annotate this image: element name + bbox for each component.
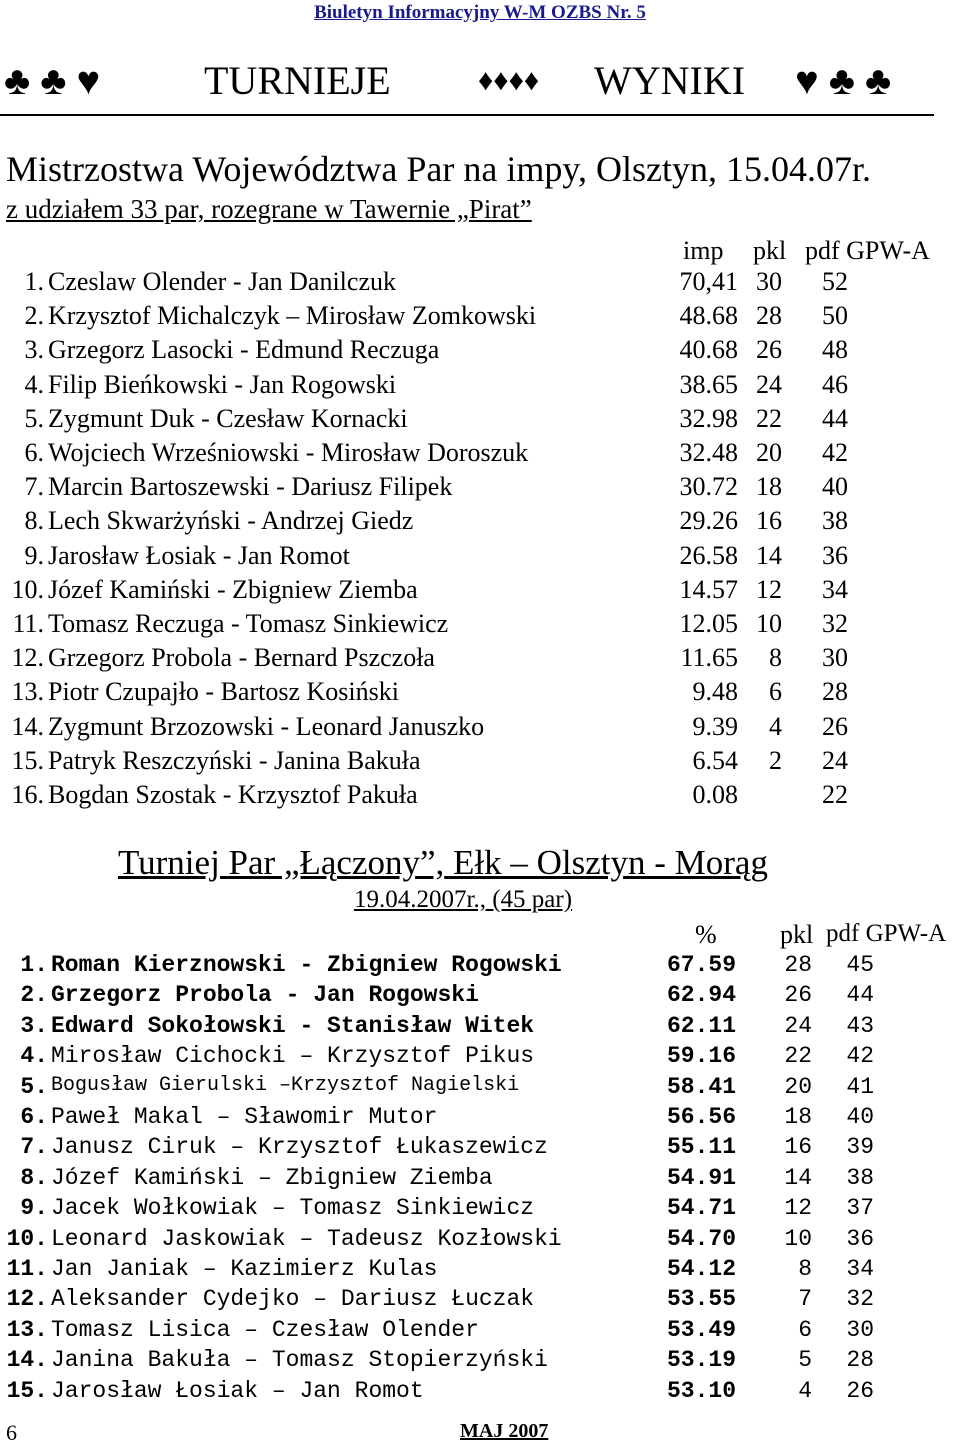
pair-names: Jan Janiak – Kazimierz Kulas (51, 1256, 438, 1282)
rank: 15. (6, 1377, 48, 1404)
pdf-points: 32 (822, 609, 848, 638)
table-row (0, 1286, 960, 1314)
table-row (0, 1134, 960, 1162)
pair-names: Grzegorz Probola - Bernard Pszczoła (48, 643, 435, 673)
pdf-points: 36 (846, 1225, 874, 1252)
pair-names: Zygmunt Duk - Czesław Kornacki (48, 403, 408, 433)
imp-score: 6.54 (692, 745, 738, 775)
pdf-points: 36 (822, 540, 848, 570)
pdf-points: 22 (822, 780, 848, 809)
pkl-points: 26 (756, 335, 782, 365)
pair-names: Józef Kamiński - Zbigniew Ziemba (48, 574, 418, 604)
table-row (0, 506, 960, 536)
pkl-points: 26 (784, 982, 812, 1009)
pkl-points: 12 (784, 1195, 812, 1222)
pdf-points: 30 (822, 643, 848, 673)
table-row (0, 1378, 960, 1406)
rank: 13. (6, 1316, 48, 1343)
pdf-points: 50 (822, 301, 848, 331)
rank: 6. (24, 438, 44, 467)
pkl-points: 2 (769, 745, 782, 775)
rank: 3. (24, 335, 44, 365)
rank: 4. (20, 1043, 48, 1070)
pdf-points: 45 (846, 952, 874, 978)
imp-score: 12.05 (679, 609, 738, 638)
pkl-points: 20 (784, 1073, 812, 1100)
percent-score: 58.41 (667, 1073, 737, 1100)
table-row (0, 1013, 960, 1041)
pkl-points: 6 (798, 1316, 812, 1343)
rank: 1. (24, 267, 44, 296)
imp-score: 9.39 (692, 711, 738, 741)
pdf-points: 40 (846, 1104, 874, 1130)
table-row (0, 575, 960, 605)
percent-score: 54.12 (667, 1256, 737, 1282)
tournament2-subtitle: 19.04.2007r., (45 par) (354, 886, 573, 913)
rank: 9. (24, 540, 44, 570)
table-row (0, 1074, 960, 1102)
banner-word-wyniki: WYNIKI (594, 58, 746, 103)
imp-score: 11.65 (680, 643, 738, 673)
imp-score: 0.08 (692, 780, 738, 809)
rank: 11. (6, 1256, 48, 1282)
rank: 7. (24, 472, 44, 502)
pkl-points: 18 (784, 1104, 812, 1130)
pair-names: Edward Sokołowski - Stanisław Witek (51, 1012, 535, 1039)
percent-score: 54.91 (667, 1164, 737, 1191)
rank: 14. (6, 1347, 48, 1374)
pkl-points: 12 (756, 574, 782, 604)
pdf-points: 42 (822, 438, 848, 467)
table-row (0, 712, 960, 742)
pkl-points: 6 (769, 677, 782, 707)
pdf-points: 32 (846, 1286, 874, 1313)
pair-names: Bogusław Gierulski –Krzysztof Nagielski (51, 1073, 520, 1097)
pkl-points: 4 (798, 1377, 812, 1404)
pdf-points: 39 (846, 1134, 874, 1161)
table-row (0, 1317, 960, 1345)
pkl-points: 10 (784, 1225, 812, 1252)
pair-names: Krzysztof Michalczyk – Mirosław Zomkowski (48, 301, 537, 331)
t1-col-imp: imp (683, 236, 724, 265)
pkl-points: 22 (756, 403, 782, 433)
pair-names: Paweł Makal – Sławomir Mutor (51, 1104, 438, 1130)
pdf-points: 48 (822, 335, 848, 365)
table-row (0, 982, 960, 1010)
pkl-points: 4 (769, 711, 782, 741)
percent-score: 54.71 (667, 1195, 737, 1222)
imp-score: 40.68 (679, 335, 738, 365)
pdf-points: 44 (822, 403, 848, 433)
percent-score: 53.19 (667, 1347, 737, 1374)
percent-score: 62.94 (667, 982, 737, 1009)
rank: 7. (20, 1134, 48, 1161)
pdf-points: 28 (822, 677, 848, 707)
pair-names: Tomasz Reczuga - Tomasz Sinkiewicz (48, 609, 449, 638)
imp-score: 26.58 (679, 540, 738, 570)
pdf-points: 24 (822, 745, 848, 775)
pair-names: Patryk Reszczyński - Janina Bakuła (48, 745, 421, 775)
table-row (0, 677, 960, 707)
percent-score: 55.11 (667, 1134, 737, 1161)
rank: 8. (24, 506, 44, 536)
table-row (0, 780, 960, 810)
tournament1-title-main: Mistrzostwa Województwa Par na impy, (6, 149, 587, 189)
t2-col-pdf: pdf GPW-A (826, 920, 947, 947)
table-row (0, 404, 960, 434)
rank: 6. (20, 1104, 48, 1130)
percent-score: 56.56 (667, 1104, 737, 1130)
rank: 3. (20, 1012, 48, 1039)
pair-names: Filip Bieńkowski - Jan Rogowski (48, 369, 397, 399)
tournament1-title (6, 148, 871, 190)
rank: 11. (12, 609, 44, 638)
imp-score: 38.65 (679, 369, 738, 399)
table-row (0, 370, 960, 400)
rank: 5. (20, 1073, 48, 1100)
pkl-points: 20 (756, 438, 782, 467)
t1-col-pkl: pkl (753, 236, 787, 265)
percent-score: 62.11 (667, 1012, 737, 1039)
percent-score: 54.70 (667, 1225, 737, 1252)
pair-names: Lech Skwarżyński - Andrzej Giedz (48, 506, 414, 536)
pdf-points: 40 (822, 472, 848, 502)
pkl-points: 16 (756, 506, 782, 536)
t2-col-pct: % (695, 920, 717, 949)
table-row (0, 1043, 960, 1071)
pair-names: Jarosław Łosiak – Jan Romot (51, 1377, 424, 1404)
percent-score: 53.55 (667, 1286, 737, 1313)
table-row (0, 1347, 960, 1375)
pkl-points: 16 (784, 1134, 812, 1161)
rank: 14. (11, 711, 44, 741)
banner (0, 48, 934, 116)
tournament1-subtitle: z udziałem 33 par, rozegrane w Tawernie „Pirat” (6, 194, 532, 224)
pair-names: Zygmunt Brzozowski - Leonard Januszko (48, 711, 485, 741)
pkl-points: 10 (756, 609, 782, 638)
page-number: 6 (6, 1420, 17, 1445)
rank: 13. (11, 677, 44, 707)
pair-names: Wojciech Wrześniowski - Mirosław Doroszuk (48, 438, 529, 467)
rank: 16. (11, 780, 44, 809)
pkl-points: 7 (798, 1286, 812, 1313)
tournament2-title-main: Turniej Par „Łączony”, (118, 843, 445, 882)
pair-names: Tomasz Lisica – Czesław Olender (51, 1316, 479, 1343)
pkl-points: 22 (784, 1043, 812, 1070)
rank: 8. (20, 1164, 48, 1191)
pdf-points: 52 (822, 267, 848, 296)
imp-score: 14.57 (679, 574, 738, 604)
imp-score: 32.48 (679, 438, 738, 467)
imp-score: 29.26 (679, 506, 738, 536)
table-row (0, 335, 960, 365)
table-row (0, 267, 960, 297)
table-row (0, 1104, 960, 1132)
pair-names: Grzegorz Probola - Jan Rogowski (51, 982, 479, 1009)
imp-score: 32.98 (679, 403, 738, 433)
t1-col-pdf: pdf GPW-A (805, 236, 930, 265)
pkl-points: 30 (756, 267, 782, 296)
rank: 2. (20, 982, 48, 1009)
percent-score: 59.16 (667, 1043, 737, 1070)
rank: 1. (20, 952, 48, 978)
pair-names: Janina Bakuła – Tomasz Stopierzyński (51, 1347, 548, 1374)
imp-score: 70,41 (679, 267, 738, 296)
rank: 5. (24, 403, 44, 433)
table-row (0, 541, 960, 571)
imp-score: 48.68 (679, 301, 738, 331)
table-row (0, 1165, 960, 1193)
table-row (0, 643, 960, 673)
pdf-points: 38 (822, 506, 848, 536)
diamond-symbols: ♦♦♦♦ (478, 64, 540, 97)
table-row (0, 952, 960, 980)
table-row (0, 472, 960, 502)
table-row (0, 746, 960, 776)
pair-names: Piotr Czupajło - Bartosz Kosiński (48, 677, 399, 707)
pair-names: Jacek Wołkowiak – Tomasz Sinkiewicz (51, 1195, 535, 1222)
table-row (0, 1256, 960, 1284)
heart-club-symbols-right: ♥ ♣ ♣ (795, 58, 892, 103)
rank: 12. (11, 643, 44, 673)
table-row (0, 438, 960, 468)
pair-names: Janusz Ciruk – Krzysztof Łukaszewicz (51, 1134, 548, 1161)
table-row (0, 1195, 960, 1223)
pkl-points: 14 (756, 540, 782, 570)
rank: 15. (11, 745, 44, 775)
pdf-points: 38 (846, 1164, 874, 1191)
table-row (0, 301, 960, 331)
pdf-points: 30 (846, 1316, 874, 1343)
pkl-points: 8 (798, 1256, 812, 1282)
pdf-points: 41 (846, 1073, 874, 1100)
tournament1-title-place-date: Olsztyn, 15.04.07r. (587, 149, 871, 189)
rank: 2. (24, 301, 44, 331)
t2-col-pkl: pkl (780, 920, 814, 949)
pdf-points: 37 (846, 1195, 874, 1222)
pkl-points: 28 (784, 952, 812, 978)
pair-names: Marcin Bartoszewski - Dariusz Filipek (48, 472, 453, 502)
pkl-points: 5 (798, 1347, 812, 1374)
pair-names: Czeslaw Olender - Jan Danilczuk (48, 267, 396, 296)
pair-names: Roman Kierznowski - Zbigniew Rogowski (51, 952, 562, 978)
rank: 12. (6, 1286, 48, 1313)
pair-names: Bogdan Szostak - Krzysztof Pakuła (48, 780, 418, 809)
percent-score: 67.59 (667, 952, 737, 978)
pdf-points: 26 (822, 711, 848, 741)
issue-date: MAJ 2007 (460, 1420, 549, 1442)
pkl-points: 24 (784, 1012, 812, 1039)
percent-score: 53.49 (667, 1316, 737, 1343)
tournament2-title (118, 843, 768, 883)
tournament2-title-route: Ełk – Olsztyn - Morąg (444, 843, 768, 882)
imp-score: 9.48 (692, 677, 738, 707)
imp-score: 30.72 (679, 472, 738, 502)
pair-names: Aleksander Cydejko – Dariusz Łuczak (51, 1286, 535, 1313)
table-row (0, 1226, 960, 1254)
rank: 4. (24, 369, 44, 399)
pkl-points: 18 (756, 472, 782, 502)
pdf-points: 43 (846, 1012, 874, 1039)
pair-names: Mirosław Cichocki – Krzysztof Pikus (51, 1043, 535, 1070)
pair-names: Jarosław Łosiak - Jan Romot (48, 540, 350, 570)
pair-names: Leonard Jaskowiak – Tadeusz Kozłowski (51, 1225, 562, 1252)
pkl-points: 8 (769, 643, 782, 673)
rank: 9. (20, 1195, 48, 1222)
pair-names: Grzegorz Lasocki - Edmund Reczuga (48, 335, 440, 365)
pdf-points: 26 (846, 1377, 874, 1404)
pair-names: Józef Kamiński – Zbigniew Ziemba (51, 1164, 493, 1191)
pdf-points: 42 (846, 1043, 874, 1070)
table-row (0, 609, 960, 639)
pdf-points: 44 (846, 982, 874, 1009)
pdf-points: 34 (846, 1256, 874, 1282)
pdf-points: 46 (822, 369, 848, 399)
bulletin-title: Biuletyn Informacyjny W-M OZBS Nr. 5 (314, 2, 646, 23)
club-heart-symbols-left: ♣ ♣ ♥ (4, 58, 101, 103)
pkl-points: 28 (756, 301, 782, 331)
banner-word-turnieje: TURNIEJE (204, 58, 391, 103)
pdf-points: 34 (822, 574, 848, 604)
rank: 10. (6, 1225, 48, 1252)
percent-score: 53.10 (667, 1377, 737, 1404)
pdf-points: 28 (846, 1347, 874, 1374)
rank: 10. (11, 574, 44, 604)
pkl-points: 14 (784, 1164, 812, 1191)
pkl-points: 24 (756, 369, 782, 399)
